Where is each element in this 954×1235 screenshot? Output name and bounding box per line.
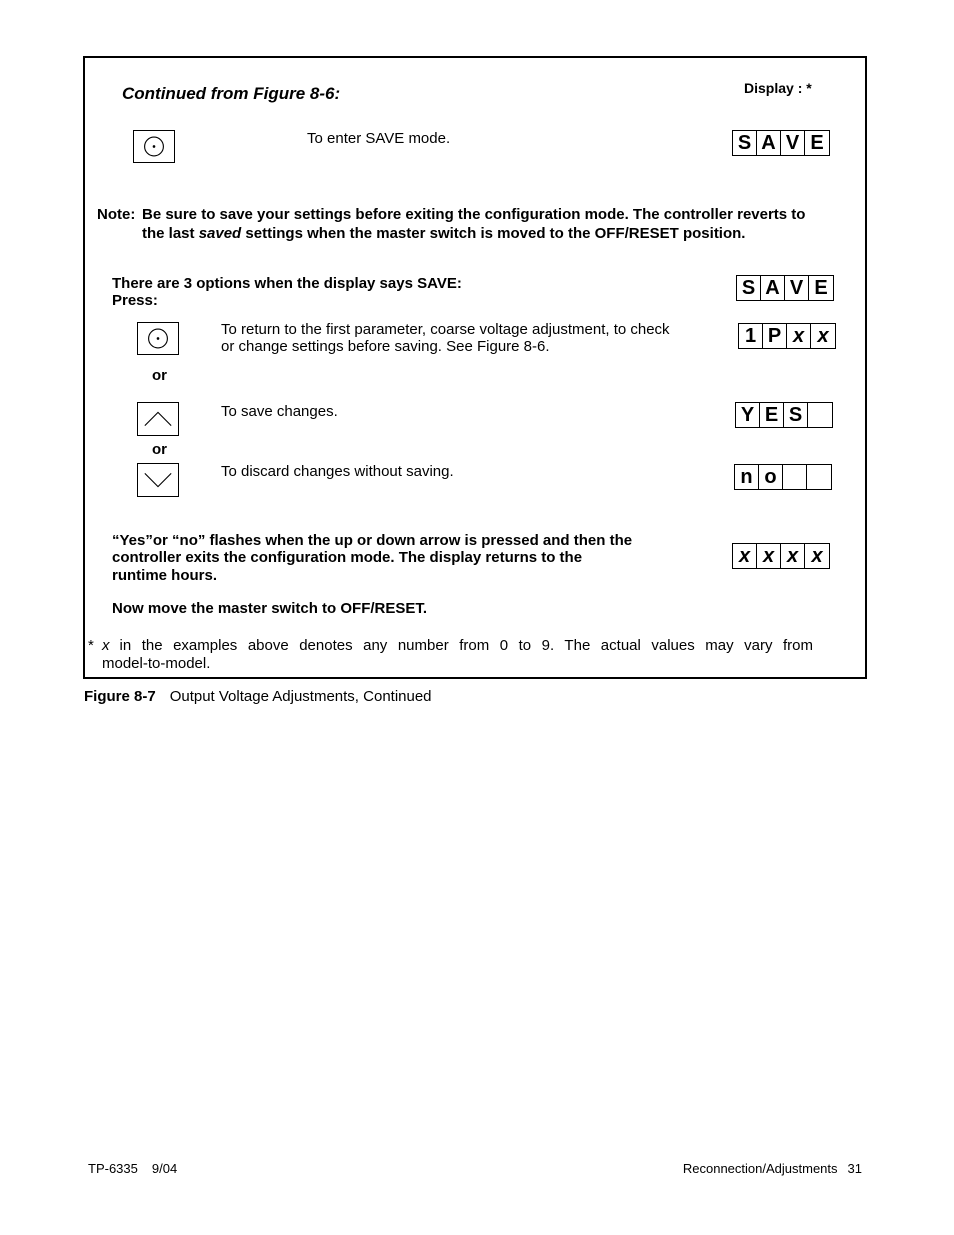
display-cell: A	[757, 131, 781, 155]
flash-line-1: “Yes”or “no” flashes when the up or down arrow is pressed and then the	[112, 532, 633, 549]
save-changes-text: To save changes.	[221, 403, 338, 420]
figure-caption-text: Output Voltage Adjustments, Continued	[169, 688, 432, 705]
now-move-text: Now move the master switch to OFF/RESET.	[112, 600, 428, 617]
footer-page-number: 31	[847, 1161, 862, 1176]
display-cell: 1	[739, 324, 763, 348]
display-yes	[735, 402, 833, 428]
footnote-line-2: model-to-model.	[102, 655, 211, 672]
or-label-2: or	[152, 441, 167, 458]
display-cell: x	[781, 544, 805, 568]
display-hours	[732, 543, 830, 569]
note-line-2-pre: the last	[142, 225, 199, 242]
footer-doc-number: TP-6335	[88, 1161, 138, 1176]
display-cell: E	[814, 277, 828, 299]
footnote-star: *	[88, 637, 94, 654]
footer-right	[683, 1161, 862, 1176]
display-cell: E	[760, 403, 784, 427]
display-cell: S	[784, 403, 808, 427]
display-cell	[808, 403, 832, 427]
footer-left	[88, 1161, 177, 1176]
footer-section: Reconnection/Adjustments	[682, 1161, 838, 1176]
select-button-icon	[133, 130, 175, 163]
down-arrow-button-icon	[137, 463, 179, 497]
note-line-2	[142, 225, 745, 242]
footnote-line-1-text: in the examples above denotes any number from 0 to 9. The actual values may vary from	[119, 637, 813, 654]
display-save-top	[732, 130, 830, 156]
figure-caption	[84, 688, 432, 705]
display-cell: x	[811, 545, 823, 567]
up-arrow-button-icon	[137, 402, 179, 436]
figure-heading: Continued from Figure 8-6:	[122, 84, 341, 103]
note-line-2-post: settings when the master switch is moved to the OFF/RESET position.	[241, 225, 746, 242]
display-label: Display : *	[744, 80, 812, 96]
display-cell: x	[787, 324, 811, 348]
return-text-line-1: To return to the first parameter, coarse voltage adjustment, to check	[221, 321, 670, 338]
footnote-x: x	[102, 637, 110, 654]
display-param	[738, 323, 836, 349]
display-cell: n	[735, 465, 759, 489]
display-no	[734, 464, 832, 490]
display-cell: V	[785, 276, 809, 300]
note-label: Note:	[97, 206, 136, 223]
display-cell: A	[761, 276, 785, 300]
display-cell: S	[737, 276, 761, 300]
display-cell: x	[817, 325, 829, 347]
enter-save-text: To enter SAVE mode.	[307, 130, 451, 147]
display-cell	[807, 465, 831, 489]
footnote-line-1	[102, 637, 813, 654]
press-label: Press:	[112, 292, 158, 309]
options-intro: There are 3 options when the display says SAVE:	[112, 275, 462, 292]
flash-line-2: controller exits the configuration mode. The display returns to the	[112, 549, 583, 566]
or-label-1: or	[152, 367, 167, 384]
display-cell: o	[759, 465, 783, 489]
note-line-1: Be sure to save your settings before exiting the configuration mode. The controller reverts to	[142, 206, 806, 223]
note-line-2-emphasis: saved	[198, 225, 242, 242]
display-cell: x	[733, 544, 757, 568]
discard-text: To discard changes without saving.	[221, 463, 454, 480]
return-text-line-2: or change settings before saving. See Figure 8-6.	[221, 338, 550, 355]
select-button-icon	[137, 322, 179, 355]
display-cell: x	[757, 544, 781, 568]
display-cell: S	[733, 131, 757, 155]
footer-date: 9/04	[151, 1161, 178, 1176]
display-cell	[783, 465, 807, 489]
display-save-options	[736, 275, 834, 301]
flash-line-3: runtime hours.	[112, 567, 218, 584]
display-cell: E	[810, 132, 824, 154]
figure-caption-label: Figure 8-7	[84, 688, 156, 705]
display-cell: Y	[736, 403, 760, 427]
display-cell: V	[781, 131, 805, 155]
display-cell: P	[763, 324, 787, 348]
